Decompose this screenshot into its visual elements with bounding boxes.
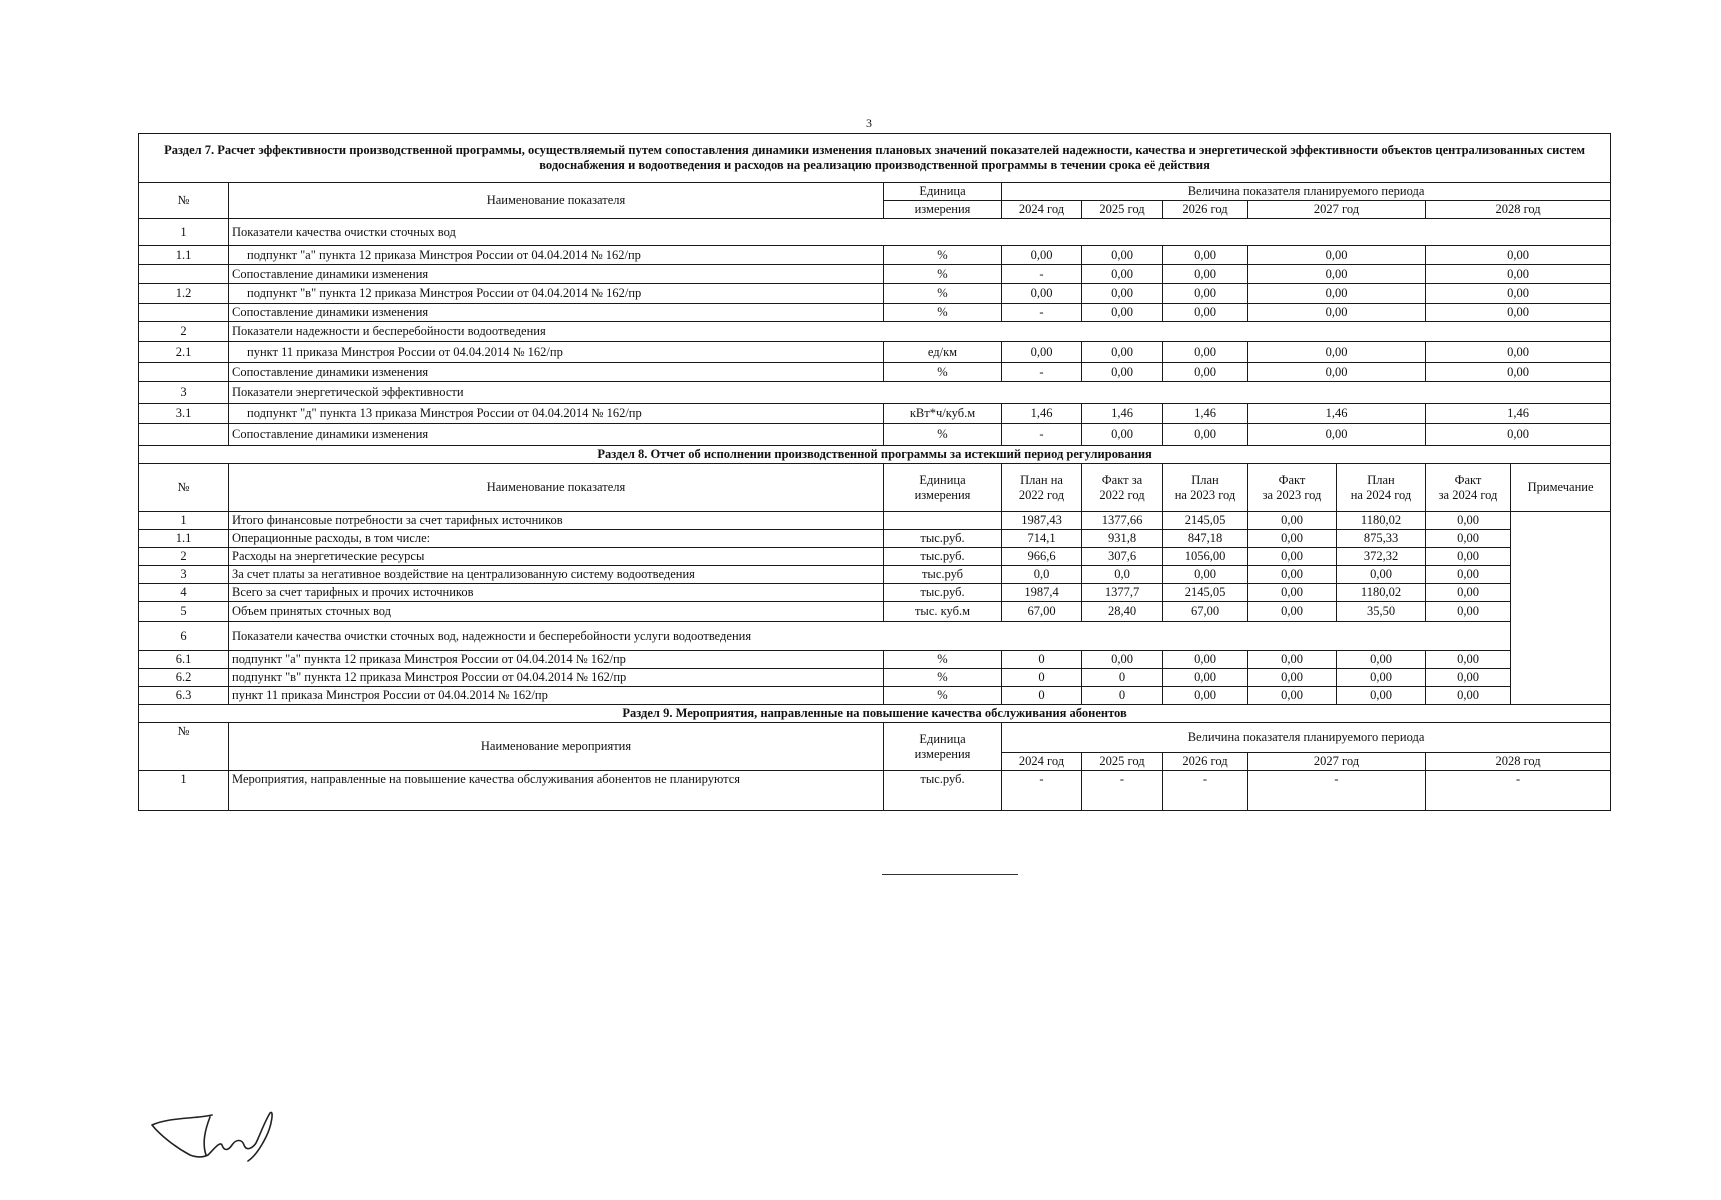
row-value: 1377,66	[1082, 512, 1163, 530]
section9-title: Раздел 9. Мероприятия, направленные на повышение качества обслуживания абонентов	[139, 705, 1611, 723]
row-name: Всего за счет тарифных и прочих источников	[229, 584, 884, 602]
signature-mark	[150, 1105, 290, 1165]
row-number: 3	[139, 566, 229, 584]
row-value: 0,00	[1163, 363, 1248, 382]
row-value: 0,00	[1248, 512, 1337, 530]
row-value: 1,46	[1248, 404, 1426, 424]
row-name: Сопоставление динамики изменения	[229, 363, 884, 382]
row-unit: тыс.руб	[884, 566, 1002, 584]
row-value: 0,00	[1163, 669, 1248, 687]
col-header-num: №	[139, 723, 229, 771]
row-group-name: Показатели качества очистки сточных вод, надежности и бесперебойности услуги водоотведения	[229, 622, 1511, 651]
row-value: 0,00	[1426, 363, 1611, 382]
row-unit	[884, 512, 1002, 530]
row-value: 0,00	[1426, 584, 1511, 602]
page-number: 3	[866, 116, 872, 130]
row-value: 1,46	[1163, 404, 1248, 424]
col-header-period: План на 2022 год	[1002, 464, 1082, 512]
section9-row	[139, 771, 1611, 811]
row-value: 0,00	[1337, 651, 1426, 669]
row-value: 0,00	[1248, 284, 1426, 304]
row-value: 0,00	[1082, 265, 1163, 284]
row-number: 1.1	[139, 246, 229, 265]
row-number: 6.1	[139, 651, 229, 669]
section7-header-row	[139, 183, 1611, 201]
row-value: 0,00	[1426, 687, 1511, 705]
row-unit: тыс.руб.	[884, 584, 1002, 602]
row-value: 0,00	[1426, 424, 1611, 446]
row-value: 0,00	[1002, 342, 1082, 363]
section7-row	[139, 404, 1611, 424]
row-name: подпункт "в" пункта 12 приказа Минстроя России от 04.04.2014 № 162/пр	[229, 669, 884, 687]
row-unit: %	[884, 304, 1002, 322]
section8-row	[139, 584, 1611, 602]
row-note	[1511, 512, 1611, 705]
section9-header-row	[139, 723, 1611, 753]
row-unit: %	[884, 265, 1002, 284]
section7-row	[139, 382, 1611, 404]
row-value: 0,00	[1163, 304, 1248, 322]
section8-title: Раздел 8. Отчет об исполнении производственной программы за истекший период регулирования	[139, 446, 1611, 464]
row-number: 6.2	[139, 669, 229, 687]
row-value: 1,46	[1002, 404, 1082, 424]
row-value: 0,00	[1248, 584, 1337, 602]
row-unit: кВт*ч/куб.м	[884, 404, 1002, 424]
row-value: -	[1248, 771, 1426, 811]
row-number: 4	[139, 584, 229, 602]
row-unit: ед/км	[884, 342, 1002, 363]
row-value: 0,00	[1002, 284, 1082, 304]
section8-row	[139, 602, 1611, 622]
row-number	[139, 363, 229, 382]
row-value: 67,00	[1163, 602, 1248, 622]
section7-title: Раздел 7. Расчет эффективности производственной программы, осуществляемый путем сопоставления динамики изменения плановых значений показателей надежности, качества и энергетической эффективности объектов централизованных систем водоснабжения и водоотведения и расходов на реализацию производственной программы в течении срока её действия	[139, 134, 1611, 183]
section8-title-row	[139, 446, 1611, 464]
row-unit: %	[884, 424, 1002, 446]
row-value: 0,00	[1082, 651, 1163, 669]
row-name: За счет платы за негативное воздействие на централизованную систему водоотведения	[229, 566, 884, 584]
col-header-name: Наименование показателя	[229, 464, 884, 512]
row-name: подпункт "а" пункта 12 приказа Минстроя России от 04.04.2014 № 162/пр	[229, 246, 884, 265]
row-name: Итого финансовые потребности за счет тарифных источников	[229, 512, 884, 530]
col-header-num: №	[139, 464, 229, 512]
row-value: 0,00	[1163, 424, 1248, 446]
row-value: 0,00	[1248, 687, 1337, 705]
row-number: 1.2	[139, 284, 229, 304]
row-value: 0,00	[1082, 304, 1163, 322]
row-value: 0,00	[1163, 246, 1248, 265]
row-value: 0,00	[1426, 530, 1511, 548]
row-value: 0,00	[1426, 304, 1611, 322]
row-value: 0,00	[1337, 687, 1426, 705]
row-value: -	[1002, 265, 1082, 284]
row-value: 966,6	[1002, 548, 1082, 566]
row-number: 3	[139, 382, 229, 404]
row-value: 0,00	[1248, 669, 1337, 687]
row-name: пункт 11 приказа Минстроя России от 04.04.2014 № 162/пр	[229, 342, 884, 363]
row-value: 1056,00	[1163, 548, 1248, 566]
row-value: 0,00	[1082, 342, 1163, 363]
col-header-num: №	[139, 183, 229, 219]
col-header-year: 2025 год	[1082, 201, 1163, 219]
col-header-note: Примечание	[1511, 464, 1611, 512]
col-header-year: 2026 год	[1163, 201, 1248, 219]
section7-row	[139, 342, 1611, 363]
row-name: Операционные расходы, в том числе:	[229, 530, 884, 548]
row-number	[139, 265, 229, 284]
row-number: 2	[139, 548, 229, 566]
col-header-period: Величина показателя планируемого периода	[1002, 183, 1611, 201]
row-value: 1180,02	[1337, 584, 1426, 602]
row-unit: %	[884, 687, 1002, 705]
row-value: -	[1002, 363, 1082, 382]
col-header-name: Наименование мероприятия	[229, 723, 884, 771]
col-header-period: Величина показателя планируемого периода	[1002, 723, 1611, 753]
row-value: 0,00	[1082, 246, 1163, 265]
col-header-year: 2027 год	[1248, 201, 1426, 219]
row-value: 0,00	[1248, 548, 1337, 566]
col-header-unit: Единица измерения	[884, 464, 1002, 512]
row-value: 0,00	[1426, 246, 1611, 265]
row-number: 1.1	[139, 530, 229, 548]
row-value: 0,00	[1248, 363, 1426, 382]
row-number: 1	[139, 219, 229, 246]
row-value: 0,00	[1082, 424, 1163, 446]
row-name: Мероприятия, направленные на повышение качества обслуживания абонентов не планируются	[229, 771, 884, 811]
row-value: 0,0	[1082, 566, 1163, 584]
col-header-year: 2024 год	[1002, 753, 1082, 771]
section7-row	[139, 322, 1611, 342]
row-value: -	[1002, 304, 1082, 322]
row-value: 0	[1002, 651, 1082, 669]
col-header-year: 2028 год	[1426, 201, 1611, 219]
row-group-name: Показатели энергетической эффективности	[229, 382, 1611, 404]
col-header-period: План на 2024 год	[1337, 464, 1426, 512]
row-name: Сопоставление динамики изменения	[229, 424, 884, 446]
row-value: 0,00	[1426, 548, 1511, 566]
row-value: 0,00	[1337, 669, 1426, 687]
row-number: 5	[139, 602, 229, 622]
row-number	[139, 304, 229, 322]
row-value: 0,00	[1248, 342, 1426, 363]
row-number: 6.3	[139, 687, 229, 705]
section8-header-row	[139, 464, 1611, 512]
row-value: 1377,7	[1082, 584, 1163, 602]
row-value: 0,00	[1082, 363, 1163, 382]
report-table-body	[139, 134, 1611, 811]
col-header-period: Факт за 2022 год	[1082, 464, 1163, 512]
row-value: 0,00	[1248, 566, 1337, 584]
row-value: 0	[1082, 669, 1163, 687]
section8-row	[139, 651, 1611, 669]
row-name: подпункт "д" пункта 13 приказа Минстроя России от 04.04.2014 № 162/пр	[229, 404, 884, 424]
section7-row	[139, 284, 1611, 304]
row-value: 1,46	[1426, 404, 1611, 424]
row-unit: тыс.руб.	[884, 530, 1002, 548]
row-number: 1	[139, 771, 229, 811]
row-value: 67,00	[1002, 602, 1082, 622]
row-unit: %	[884, 284, 1002, 304]
section8-row	[139, 622, 1611, 651]
row-value: 1,46	[1082, 404, 1163, 424]
row-value: 0,00	[1426, 284, 1611, 304]
col-header-unit-2: измерения	[884, 201, 1002, 219]
row-unit: тыс.руб.	[884, 548, 1002, 566]
section8-row	[139, 512, 1611, 530]
col-header-name: Наименование показателя	[229, 183, 884, 219]
section7-row	[139, 363, 1611, 382]
col-header-year: 2027 год	[1248, 753, 1426, 771]
row-name: подпункт "а" пункта 12 приказа Минстроя России от 04.04.2014 № 162/пр	[229, 651, 884, 669]
row-value: 0,0	[1002, 566, 1082, 584]
row-number: 2	[139, 322, 229, 342]
row-unit: тыс.руб.	[884, 771, 1002, 811]
row-unit: %	[884, 246, 1002, 265]
row-name: Сопоставление динамики изменения	[229, 265, 884, 284]
col-header-year: 2028 год	[1426, 753, 1611, 771]
row-value: 0,00	[1082, 284, 1163, 304]
row-value: -	[1163, 771, 1248, 811]
section7-row	[139, 265, 1611, 284]
col-header-year: 2024 год	[1002, 201, 1082, 219]
row-value: 0,00	[1426, 651, 1511, 669]
row-value: 0,00	[1163, 687, 1248, 705]
section7-row	[139, 246, 1611, 265]
row-name: подпункт "в" пункта 12 приказа Минстроя России от 04.04.2014 № 162/пр	[229, 284, 884, 304]
section9-title-row	[139, 705, 1611, 723]
col-header-period: Факт за 2023 год	[1248, 464, 1337, 512]
row-number: 2.1	[139, 342, 229, 363]
section8-row	[139, 548, 1611, 566]
section7-row	[139, 219, 1611, 246]
section7-title-row	[139, 134, 1611, 183]
section8-row	[139, 566, 1611, 584]
row-value: 1180,02	[1337, 512, 1426, 530]
row-number: 1	[139, 512, 229, 530]
row-value: 0	[1082, 687, 1163, 705]
row-unit: %	[884, 651, 1002, 669]
row-group-name: Показатели качества очистки сточных вод	[229, 219, 1611, 246]
row-value: -	[1426, 771, 1611, 811]
row-value: 931,8	[1082, 530, 1163, 548]
row-value: 0,00	[1248, 246, 1426, 265]
row-value: 0,00	[1163, 651, 1248, 669]
row-unit: %	[884, 363, 1002, 382]
row-value: 0,00	[1426, 602, 1511, 622]
row-value: 0,00	[1002, 246, 1082, 265]
col-header-year: 2025 год	[1082, 753, 1163, 771]
row-number: 6	[139, 622, 229, 651]
row-group-name: Показатели надежности и бесперебойности водоотведения	[229, 322, 1611, 342]
row-value: 0,00	[1426, 669, 1511, 687]
row-name: Сопоставление динамики изменения	[229, 304, 884, 322]
section8-row	[139, 530, 1611, 548]
row-value: 0,00	[1248, 304, 1426, 322]
row-value: 0,00	[1426, 342, 1611, 363]
row-value: 2145,05	[1163, 584, 1248, 602]
row-value: 0,00	[1163, 265, 1248, 284]
row-value: 0,00	[1248, 265, 1426, 284]
col-header-period: План на 2023 год	[1163, 464, 1248, 512]
row-value: 1987,43	[1002, 512, 1082, 530]
row-value: 0,00	[1337, 566, 1426, 584]
row-value: 0	[1002, 669, 1082, 687]
report-table	[138, 133, 1611, 811]
row-value: 307,6	[1082, 548, 1163, 566]
row-name: Расходы на энергетические ресурсы	[229, 548, 884, 566]
col-header-unit: Единица	[884, 183, 1002, 201]
row-value: 0,00	[1426, 566, 1511, 584]
row-number: 3.1	[139, 404, 229, 424]
col-header-year: 2026 год	[1163, 753, 1248, 771]
col-header-period: Факт за 2024 год	[1426, 464, 1511, 512]
row-value: 0,00	[1248, 424, 1426, 446]
section7-row	[139, 304, 1611, 322]
row-value: 847,18	[1163, 530, 1248, 548]
row-value: 0,00	[1426, 265, 1611, 284]
row-value: 875,33	[1337, 530, 1426, 548]
section8-row	[139, 669, 1611, 687]
row-name: пункт 11 приказа Минстроя России от 04.04.2014 № 162/пр	[229, 687, 884, 705]
row-number	[139, 424, 229, 446]
row-value: 0	[1002, 687, 1082, 705]
row-value: -	[1002, 771, 1082, 811]
row-value: 0,00	[1163, 566, 1248, 584]
row-value: 0,00	[1248, 651, 1337, 669]
row-value: -	[1082, 771, 1163, 811]
row-name: Объем принятых сточных вод	[229, 602, 884, 622]
row-value: 0,00	[1163, 342, 1248, 363]
row-value: 0,00	[1248, 602, 1337, 622]
row-value: 0,00	[1163, 284, 1248, 304]
row-value: 2145,05	[1163, 512, 1248, 530]
row-value: 1987,4	[1002, 584, 1082, 602]
col-header-unit: Единица измерения	[884, 723, 1002, 771]
row-value: -	[1002, 424, 1082, 446]
row-value: 28,40	[1082, 602, 1163, 622]
row-value: 372,32	[1337, 548, 1426, 566]
row-value: 0,00	[1426, 512, 1511, 530]
separator-line	[882, 874, 1018, 875]
row-value: 714,1	[1002, 530, 1082, 548]
row-unit: %	[884, 669, 1002, 687]
section8-row	[139, 687, 1611, 705]
row-unit: тыс. куб.м	[884, 602, 1002, 622]
section7-row	[139, 424, 1611, 446]
row-value: 0,00	[1248, 530, 1337, 548]
row-value: 35,50	[1337, 602, 1426, 622]
